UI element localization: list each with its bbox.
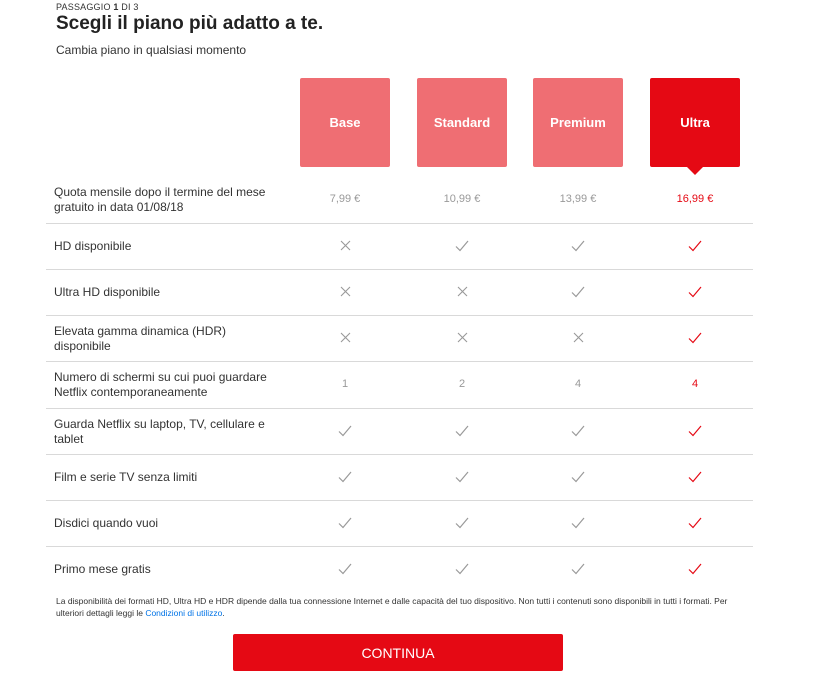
check-icon <box>650 425 740 437</box>
check-icon <box>417 517 507 529</box>
page-title: Scegli il piano più adatto a te. <box>56 13 324 34</box>
check-icon <box>533 563 623 575</box>
check-icon <box>533 517 623 529</box>
table-row <box>46 362 753 409</box>
check-icon <box>300 517 390 529</box>
close-icon <box>533 332 623 344</box>
page-subtitle: Cambia piano in qualsiasi momento <box>56 43 247 57</box>
check-icon <box>650 563 740 575</box>
row-label: Guarda Netflix su laptop, TV, cellulare e tablet <box>54 416 265 446</box>
check-icon <box>650 332 740 344</box>
row-label: HD disponibile <box>54 238 132 253</box>
check-icon <box>300 471 390 483</box>
cell-value: 7,99 € <box>329 193 361 205</box>
check-icon <box>533 286 623 298</box>
check-icon <box>417 425 507 437</box>
cell-value: 13,99 € <box>559 193 597 205</box>
row-label: Elevata gamma dinamica (HDR) disponibile <box>54 323 227 353</box>
check-icon <box>650 517 740 529</box>
cell-value: 10,99 € <box>443 193 481 205</box>
disclaimer-end: . <box>222 608 225 618</box>
close-icon <box>300 240 390 252</box>
cell-value: 1 <box>341 378 349 390</box>
plan-ultra[interactable]: Ultra <box>650 78 740 167</box>
table-row <box>46 455 753 501</box>
step-current: 1 <box>113 2 119 12</box>
row-label: Disdici quando vuoi <box>54 515 159 530</box>
plan-premium[interactable]: Premium <box>533 78 623 167</box>
row-label: Film e serie TV senza limiti <box>54 469 198 484</box>
row-label: Primo mese gratis <box>54 561 151 576</box>
step-total: 3 <box>133 2 139 12</box>
check-icon <box>417 240 507 252</box>
close-icon <box>417 286 507 298</box>
comparison-table <box>46 177 753 592</box>
plan-standard[interactable]: Standard <box>417 78 507 167</box>
table-row <box>46 224 753 270</box>
check-icon <box>300 563 390 575</box>
close-icon <box>300 332 390 344</box>
cell-value: 4 <box>574 378 582 390</box>
row-label: Numero di schermi su cui puoi guardare Netflix contemporaneamente <box>54 370 267 399</box>
cell-value: 2 <box>458 378 466 390</box>
check-icon <box>650 240 740 252</box>
cell-value: 16,99 € <box>676 193 714 205</box>
row-label: Ultra HD disponibile <box>54 284 161 299</box>
table-row <box>46 270 753 316</box>
check-icon <box>533 425 623 437</box>
check-icon <box>417 563 507 575</box>
table-row <box>46 316 753 362</box>
check-icon <box>417 471 507 483</box>
step-middle: DI <box>118 2 134 12</box>
close-icon <box>417 332 507 344</box>
cell-value: 4 <box>691 378 699 390</box>
table-row <box>46 177 753 224</box>
table-row <box>46 501 753 547</box>
check-icon <box>650 286 740 298</box>
continue-button[interactable]: CONTINUA <box>233 634 563 671</box>
row-label: Quota mensile dopo il termine del mese gratuito in data 01/08/18 <box>54 185 266 214</box>
terms-link[interactable]: Condizioni di utilizzo <box>145 608 223 618</box>
close-icon <box>300 286 390 298</box>
check-icon <box>650 471 740 483</box>
disclaimer <box>56 595 756 619</box>
table-row <box>46 547 753 592</box>
step-indicator <box>56 2 139 12</box>
step-prefix: PASSAGGIO <box>56 2 114 12</box>
check-icon <box>533 471 623 483</box>
check-icon <box>533 240 623 252</box>
check-icon <box>300 425 390 437</box>
table-row <box>46 409 753 455</box>
plan-base[interactable]: Base <box>300 78 390 167</box>
disclaimer-text: La disponibilità dei formati HD, Ultra HD e HDR dipende dalla tua connessione Internet e dalle capacità del tuo dispositivo. Non tutti i contenuti sono disponibili in tutti i formati. Per ulteriori dettagli leggi le <box>56 596 728 618</box>
